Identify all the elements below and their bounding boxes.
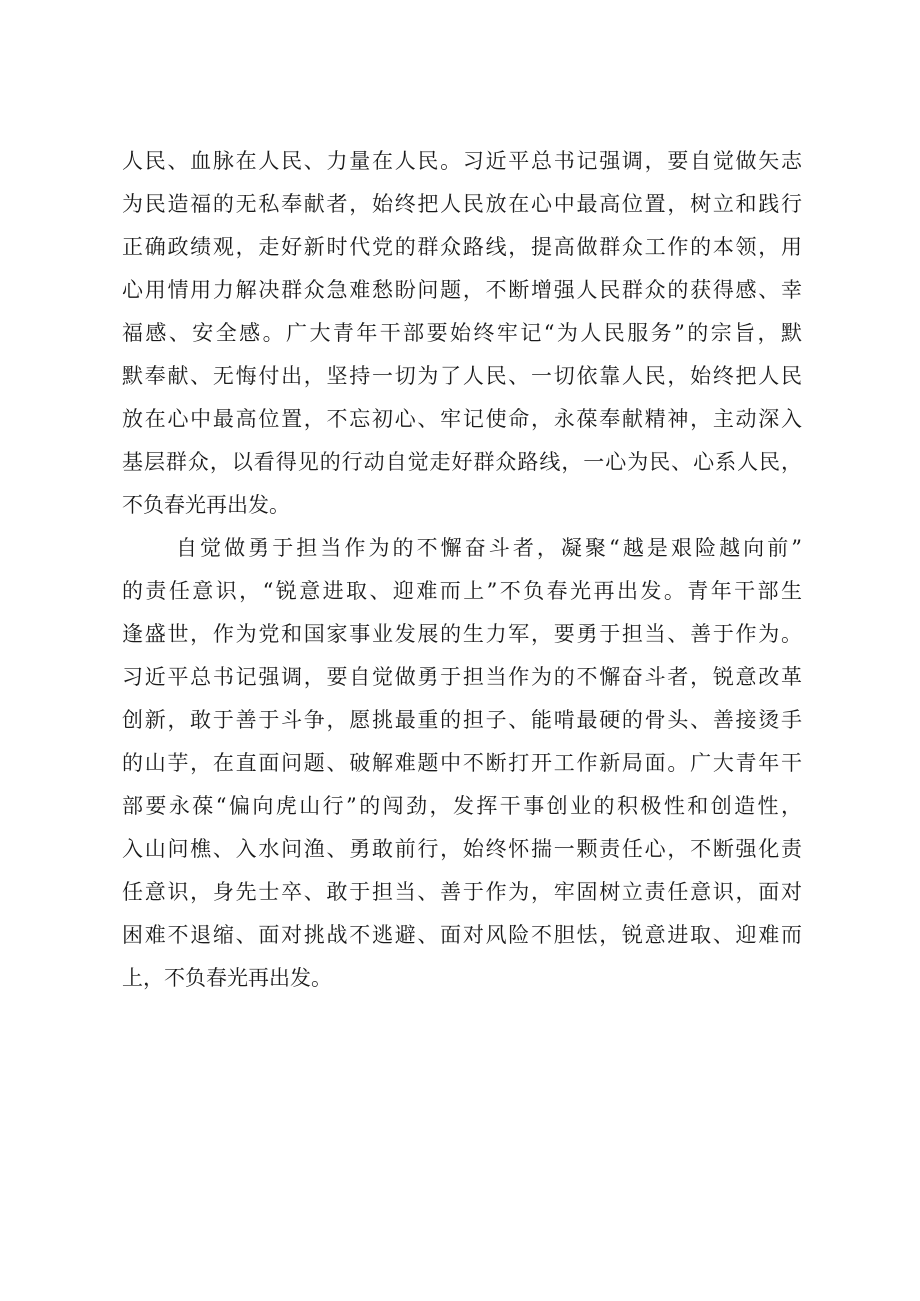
text-line: 人民、血脉在人民、力量在人民。习近平总书记强调，要自觉做矢志 — [122, 149, 802, 173]
text-line: 福感、安全感。广大青年干部要始终牢记“为人民服务”的宗旨，默 — [122, 321, 802, 345]
paragraph-1 — [122, 140, 802, 527]
text-line: 习近平总书记强调，要自觉做勇于担当作为的不懈奋斗者，锐意改革 — [122, 665, 802, 689]
text-line: 部要永葆“偏向虎山行”的闯劲，发挥干事创业的积极性和创造性， — [122, 794, 802, 818]
text-line: 自觉做勇于担当作为的不懈奋斗者，凝聚“越是艰险越向前” — [176, 536, 802, 560]
text-line: 默奉献、无悔付出，坚持一切为了人民、一切依靠人民，始终把人民 — [122, 364, 802, 388]
text-line: 的责任意识，“锐意进取、迎难而上”不负春光再出发。青年干部生 — [122, 579, 802, 603]
paragraph-2 — [122, 527, 802, 1000]
text-line: 逢盛世，作为党和国家事业发展的生力军，要勇于担当、善于作为。 — [122, 622, 802, 646]
text-line: 心用情用力解决群众急难愁盼问题，不断增强人民群众的获得感、幸 — [122, 278, 802, 302]
text-line: 创新，敢于善于斗争，愿挑最重的担子、能啃最硬的骨头、善接烫手 — [122, 708, 802, 732]
text-line: 上，不负春光再出发。 — [122, 966, 332, 990]
text-line: 基层群众，以看得见的行动自觉走好群众路线，一心为民、心系人民， — [122, 450, 802, 474]
text-line: 的山芋，在直面问题、破解难题中不断打开工作新局面。广大青年干 — [122, 751, 802, 775]
text-line: 入山问樵、入水问渔、勇敢前行，始终怀揣一颗责任心，不断强化责 — [122, 837, 802, 861]
text-line: 不负春光再出发。 — [122, 493, 290, 517]
body-text — [122, 140, 802, 1000]
text-line: 任意识，身先士卒、敢于担当、善于作为，牢固树立责任意识，面对 — [122, 880, 802, 904]
text-line: 放在心中最高位置，不忘初心、牢记使命，永葆奉献精神，主动深入 — [122, 407, 802, 431]
text-line: 正确政绩观，走好新时代党的群众路线，提高做群众工作的本领，用 — [122, 235, 802, 259]
text-line: 困难不退缩、面对挑战不逃避、面对风险不胆怯，锐意进取、迎难而 — [122, 923, 802, 947]
text-line: 为民造福的无私奉献者，始终把人民放在心中最高位置，树立和践行 — [122, 192, 802, 216]
